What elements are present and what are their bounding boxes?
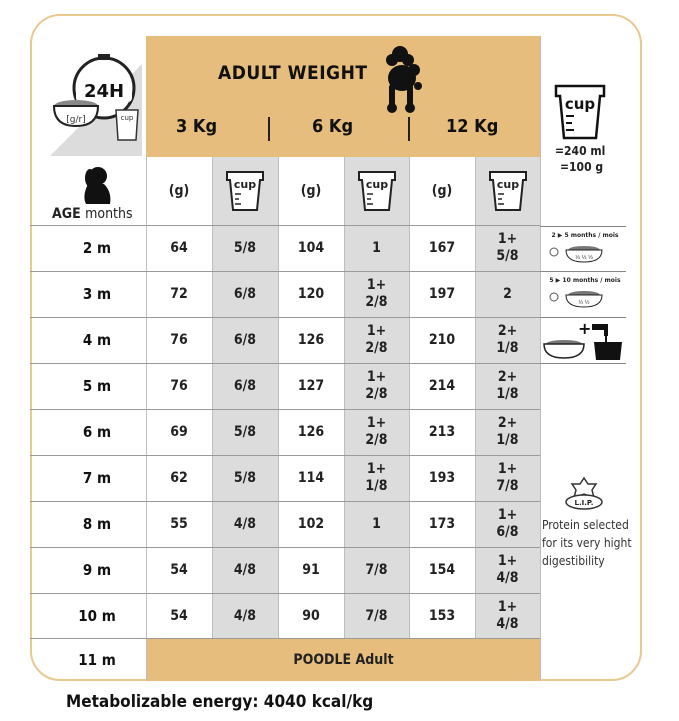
grams-cell: 55 <box>170 515 188 532</box>
cup-amount-line: 1+ <box>366 369 387 385</box>
cup-cell <box>344 593 409 639</box>
grams-cell: 126 <box>297 331 325 348</box>
grams-cell: 76 <box>170 331 188 348</box>
cup-amount-line: 1/8 <box>496 432 519 448</box>
grams-cell: 153 <box>428 607 456 624</box>
cup-amount-line: 2/8 <box>365 340 388 356</box>
age-cell: 5 m <box>82 377 112 395</box>
age-cell: 8 m <box>82 515 112 533</box>
cup-amount-line: 1+ <box>366 461 387 477</box>
svg-text:24H: 24H <box>83 81 125 102</box>
cup-amount-line: 7/8 <box>365 561 388 578</box>
cup-cell <box>344 547 409 593</box>
grams-cell: 127 <box>297 377 325 394</box>
cup-amount-line: 5/8 <box>496 248 519 264</box>
cup-cell <box>475 547 540 593</box>
cup-amount-line: 2/8 <box>365 432 388 448</box>
cup-amount-line: 1+ <box>366 415 387 431</box>
grams-cell: 213 <box>428 423 456 440</box>
cup-amount-line: 1 <box>372 239 381 256</box>
lip-line: digestibility <box>542 554 605 568</box>
cup-cell: 5/8 <box>233 469 257 486</box>
grams-header-12kg: (g) <box>431 182 453 199</box>
cup-cell: 4/8 <box>233 607 257 624</box>
grams-cell: 120 <box>297 285 325 302</box>
cup-amount-line: 1/8 <box>365 478 388 494</box>
grams-cell: 54 <box>170 561 188 578</box>
cup-cell: 4/8 <box>233 561 257 578</box>
dog-silhouette-icon <box>78 166 114 204</box>
cup-column-icon <box>488 170 528 212</box>
cup-cell <box>344 225 409 271</box>
age-cell: 4 m <box>82 331 112 349</box>
meal-schedule-2-icon <box>544 273 626 313</box>
weight-separator <box>408 117 410 141</box>
cup-amount-line: 2 <box>503 285 512 302</box>
svg-text:½ ½: ½ ½ <box>578 300 590 306</box>
cup-cell <box>344 501 409 547</box>
cup-amount-line: 2+ <box>497 415 518 431</box>
grams-cell: 90 <box>302 607 320 624</box>
age-label: AGE <box>52 206 81 222</box>
grams-cell: 126 <box>297 423 325 440</box>
svg-text:2 ▶ 5 months / mois: 2 ▶ 5 months / mois <box>551 232 619 239</box>
cup-amount-line: 1+ <box>497 507 518 523</box>
cup-amount-line: 6/8 <box>496 524 519 540</box>
grams-cell: 62 <box>170 469 188 486</box>
meal-schedule-3-icon <box>544 228 626 268</box>
cup-amount-line: 2/8 <box>365 386 388 402</box>
cup-volume: =240 ml <box>555 144 606 158</box>
daily-ration-icon <box>46 44 146 156</box>
svg-text:5 ▶ 10 months / mois: 5 ▶ 10 months / mois <box>549 277 621 284</box>
food-plus-water-icon <box>542 320 628 362</box>
side-divider <box>540 317 626 318</box>
weight-3kg: 3 Kg <box>176 116 218 137</box>
cup-cell <box>344 409 409 455</box>
lip-description <box>542 516 632 570</box>
svg-text:[g/r]: [g/r] <box>66 115 86 125</box>
weight-12kg: 12 Kg <box>446 116 499 137</box>
weight-separator <box>268 117 270 141</box>
svg-text:cup: cup <box>564 95 596 113</box>
grams-cell: 214 <box>428 377 456 394</box>
side-divider <box>540 226 626 227</box>
svg-text:⅓ ⅓ ⅓: ⅓ ⅓ ⅓ <box>575 255 593 261</box>
svg-text:L.I.P.: L.I.P. <box>574 499 594 507</box>
cup-weight: =100 g <box>560 160 604 174</box>
age-months-label <box>52 206 133 222</box>
adult-weight-title: ADULT WEIGHT <box>218 62 368 84</box>
grams-cell: 210 <box>428 331 456 348</box>
age-cell: 7 m <box>82 469 112 487</box>
cup-cell <box>344 271 409 317</box>
cup-cell: 6/8 <box>233 377 257 394</box>
cup-amount-line: 2+ <box>497 369 518 385</box>
cup-cell: 5/8 <box>233 239 257 256</box>
svg-text:cup: cup <box>365 178 389 191</box>
cup-amount-line: 1+ <box>497 553 518 569</box>
cup-amount-line: 1+ <box>497 461 518 477</box>
lip-line: for its very hight <box>542 536 632 550</box>
cup-amount-line: 1+ <box>497 599 518 615</box>
cup-amount-line: 2/8 <box>365 294 388 310</box>
grams-cell: 104 <box>297 239 325 256</box>
age-cell: 10 m <box>78 607 116 625</box>
grams-cell: 193 <box>428 469 456 486</box>
grams-cell: 102 <box>297 515 325 532</box>
cup-amount-line: 1 <box>372 515 381 532</box>
age-cell: 2 m <box>82 239 112 257</box>
age-cell: 6 m <box>82 423 112 441</box>
grams-cell: 91 <box>302 561 320 578</box>
grams-cell: 114 <box>297 469 325 486</box>
cup-amount-line: 7/8 <box>496 478 519 494</box>
table-divider <box>540 36 541 681</box>
svg-text:cup: cup <box>496 178 520 191</box>
cup-cell <box>475 593 540 639</box>
grams-cell: 76 <box>170 377 188 394</box>
grams-header-6kg: (g) <box>300 182 322 199</box>
cup-cell: 6/8 <box>233 285 257 302</box>
cup-amount-line: 7/8 <box>365 607 388 624</box>
cup-amount-line: 1/8 <box>496 340 519 356</box>
cup-cell <box>475 363 540 409</box>
months-label: months <box>85 206 133 222</box>
measuring-cup-icon <box>554 84 606 140</box>
cup-cell <box>344 455 409 501</box>
cup-amount-line: 4/8 <box>496 570 519 586</box>
cup-amount-line: 1/8 <box>496 386 519 402</box>
cup-cell <box>475 225 540 271</box>
cup-cell: 4/8 <box>233 515 257 532</box>
weight-header-band <box>146 36 540 157</box>
cup-cell <box>344 363 409 409</box>
weight-6kg: 6 Kg <box>312 116 354 137</box>
cup-amount-line: 1+ <box>497 231 518 247</box>
cup-cell <box>475 317 540 363</box>
svg-text:cup: cup <box>120 114 134 122</box>
grams-header-3kg: (g) <box>168 182 190 199</box>
product-name: POODLE Adult <box>293 651 394 668</box>
cup-amount-line: 4/8 <box>496 616 519 632</box>
age-cell: 9 m <box>82 561 112 579</box>
grams-cell: 197 <box>428 285 456 302</box>
svg-text:cup: cup <box>233 178 257 191</box>
lip-badge-icon <box>564 476 604 512</box>
age-cell: 3 m <box>82 285 112 303</box>
age-cell: 11 m <box>78 650 116 669</box>
side-divider <box>540 271 626 272</box>
grams-cell: 154 <box>428 561 456 578</box>
grams-cell: 69 <box>170 423 188 440</box>
cup-cell <box>475 501 540 547</box>
cup-cell <box>475 271 540 317</box>
grams-cell: 167 <box>428 239 456 256</box>
grams-cell: 173 <box>428 515 456 532</box>
metabolizable-energy: Metabolizable energy: 4040 kcal/kg <box>66 692 374 712</box>
svg-text:+: + <box>578 320 592 338</box>
side-divider <box>540 363 626 364</box>
cup-column-icon <box>357 170 397 212</box>
cup-amount-line: 2+ <box>497 323 518 339</box>
lip-line: Protein selected <box>542 518 629 532</box>
cup-cell <box>344 317 409 363</box>
cup-column-icon <box>225 170 265 212</box>
cup-cell <box>475 409 540 455</box>
grams-cell: 72 <box>170 285 188 302</box>
poodle-icon <box>380 44 424 114</box>
cup-cell <box>475 455 540 501</box>
cup-cell: 5/8 <box>233 423 257 440</box>
grams-cell: 64 <box>170 239 188 256</box>
grams-cell: 54 <box>170 607 188 624</box>
cup-amount-line: 1+ <box>366 277 387 293</box>
cup-cell: 6/8 <box>233 331 257 348</box>
cup-amount-line: 1+ <box>366 323 387 339</box>
